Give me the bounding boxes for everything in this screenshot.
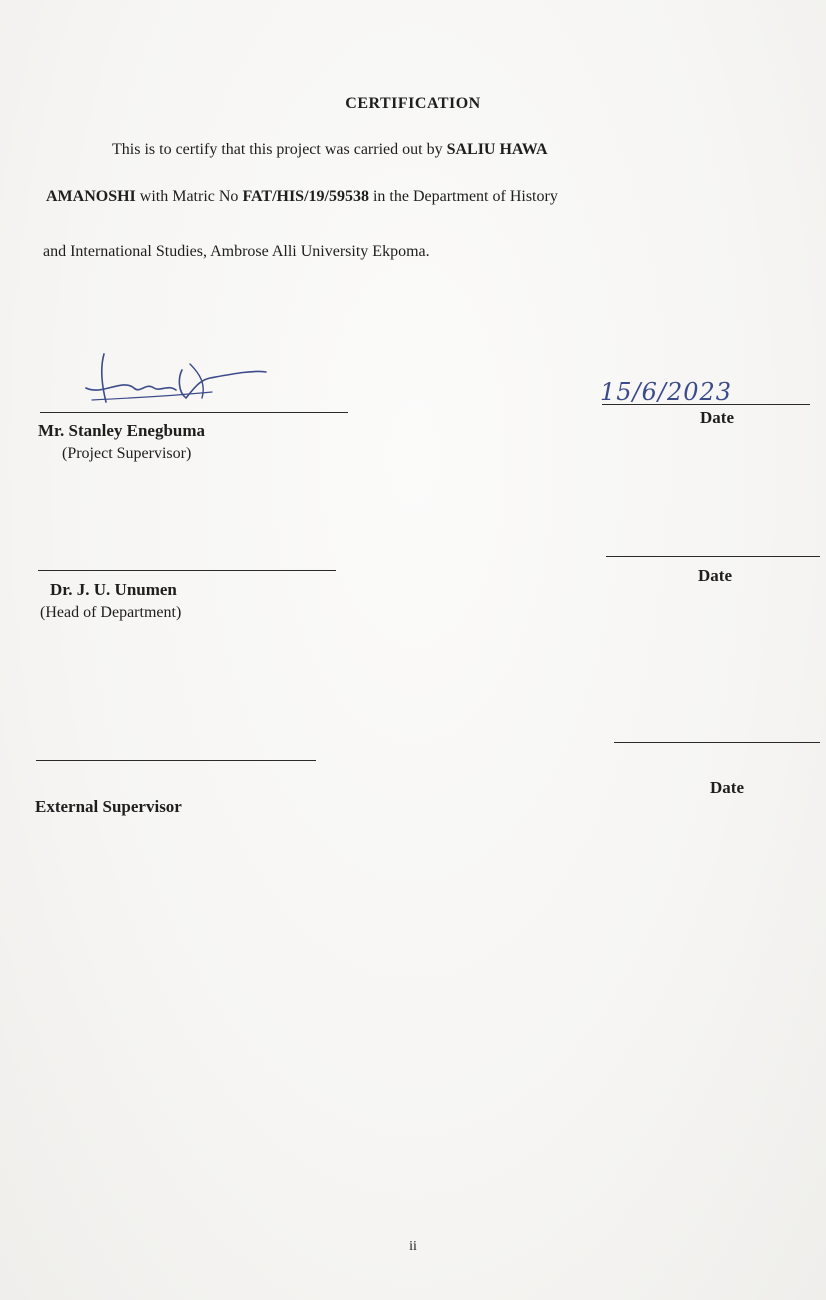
student-name-last: AMANOSHI xyxy=(46,188,136,205)
supervisor-name: Mr. Stanley Enegbuma xyxy=(38,421,206,440)
supervisor-date-label: Date xyxy=(700,408,734,427)
handwritten-date-icon xyxy=(600,374,800,406)
page-number: ii xyxy=(409,1239,417,1254)
certification-statement-line-2 xyxy=(46,188,558,206)
hod-date-label: Date xyxy=(698,566,732,585)
statement-text: with Matric No xyxy=(135,188,243,205)
statement-text: This is to certify that this project was carried out by xyxy=(112,141,447,158)
hod-role: (Head of Department) xyxy=(40,604,182,621)
supervisor-signature-icon xyxy=(82,348,272,418)
hod-name: Dr. J. U. Unumen xyxy=(50,580,177,599)
handwritten-date: 15/6/2023 xyxy=(600,378,733,406)
external-signature-line xyxy=(36,760,316,761)
certification-statement-line-1 xyxy=(112,141,548,159)
student-name-first: SALIU HAWA xyxy=(446,141,548,158)
supervisor-date-line xyxy=(602,404,810,405)
external-date-label: Date xyxy=(710,778,744,797)
hod-date-line xyxy=(606,556,820,557)
hod-signature-line xyxy=(38,570,336,571)
matric-number: FAT/HIS/19/59538 xyxy=(242,188,369,205)
external-supervisor-label: External Supervisor xyxy=(35,797,182,816)
certification-statement-line-3: and International Studies, Ambrose Alli University Ekpoma. xyxy=(43,243,430,260)
page-title: CERTIFICATION xyxy=(345,95,481,112)
external-date-line xyxy=(614,742,820,743)
statement-text: in the Department of History xyxy=(368,188,558,205)
supervisor-signature-line xyxy=(40,412,348,413)
supervisor-role: (Project Supervisor) xyxy=(62,445,192,462)
